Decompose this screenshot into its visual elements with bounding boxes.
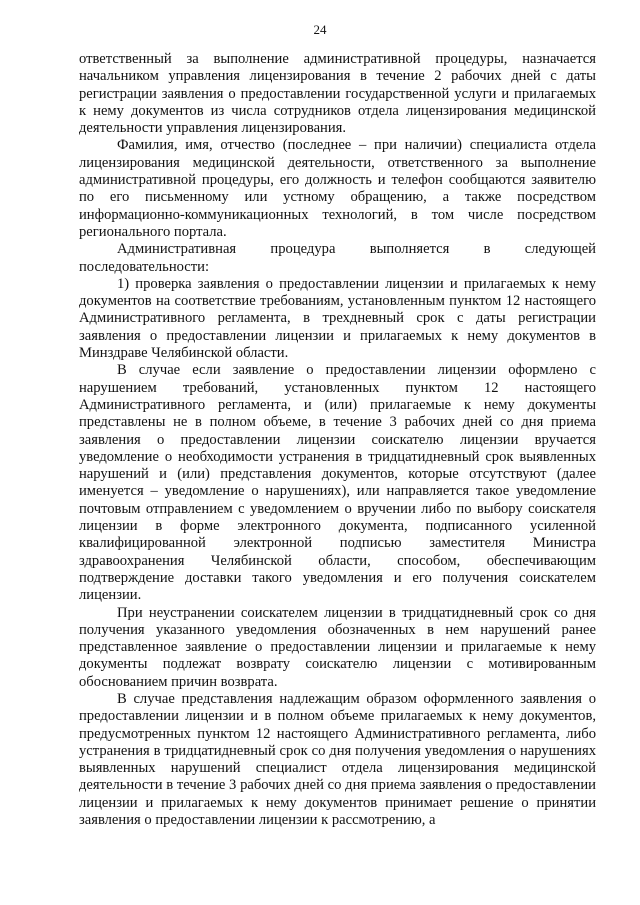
document-body (79, 51, 596, 829)
paragraph: ответственный за выполнение административной процедуры, назначается начальником управления лицензирования в течение 2 рабочих дней с даты регистрации заявления о предоставлении государственной услуги и прилагаемых к нему документов из числа сотрудников отдела лицензирования медицинской деятельности управления лицензирования. (79, 51, 596, 137)
paragraph: В случае представления надлежащим образом оформленного заявления о предоставлении лицензии и в полном объеме прилагаемых к нему документов, предусмотренных пунктом 12 настоящего Административного регламента, либо устранения в тридцатидневный срок со дня получения уведомления о нарушениях выявленных нарушений специалист отдела лицензирования медицинской деятельности в течение 3 рабочих дней со дня приема заявления о предоставлении лицензии и прилагаемых к нему документов принимает решение о принятии заявления о предоставлении лицензии к рассмотрению, а (79, 690, 596, 829)
paragraph: Административная процедура выполняется в следующей последовательности: (79, 241, 596, 275)
page-number: 24 (313, 22, 327, 37)
list-item: 1) проверка заявления о предоставлении лицензии и прилагаемых к нему документов на соответствие требованиям, установленным пунктом 12 настоящего Административного регламента, в трехдневный срок с даты регистрации заявления о предоставлении лицензии и прилагаемых к нему документов в Минздраве Челябинской области. (79, 275, 596, 362)
paragraph: При неустранении соискателем лицензии в тридцатидневный срок со дня получения указанного уведомления обозначенных в нем нарушений ранее представленное заявление о предоставлении лицензии и прилагаемые к нему документы подлежат возврату соискателю лицензии с мотивированным обоснованием причин возврата. (79, 604, 596, 690)
paragraph: В случае если заявление о предоставлении лицензии оформлено с нарушением требований, установленных пунктом 12 настоящего Административного регламента, и (или) прилагаемые к нему документы представлены не в полном объеме, в течение 3 рабочих дней со дня приема заявления о предоставлении лицензии соискателю лицензии вручается уведомление о необходимости устранения в тридцатидневный срок выявленных нарушений и (или) представления документов, которые отсутствуют (далее именуется – уведомление о нарушениях), или направляется такое уведомление почтовым отправлением с уведомлением о вручении либо по выбору соискателя лицензии в форме электронного документа, подписанного усиленной квалифицированной электронной подписью заместителя Министра здравоохранения Челябинской области, способом, обеспечивающим подтверждение доставки такого уведомления и его получения соискателем лицензии. (79, 362, 596, 604)
paragraph: Фамилия, имя, отчество (последнее – при наличии) специалиста отдела лицензирования медицинской деятельности, ответственного за выполнение административной процедуры, его должность и телефон сообщаются заявителю по его письменному или устному обращению, а также посредством информационно-коммуникационных технологий, в том числе посредством регионального портала. (79, 137, 596, 240)
